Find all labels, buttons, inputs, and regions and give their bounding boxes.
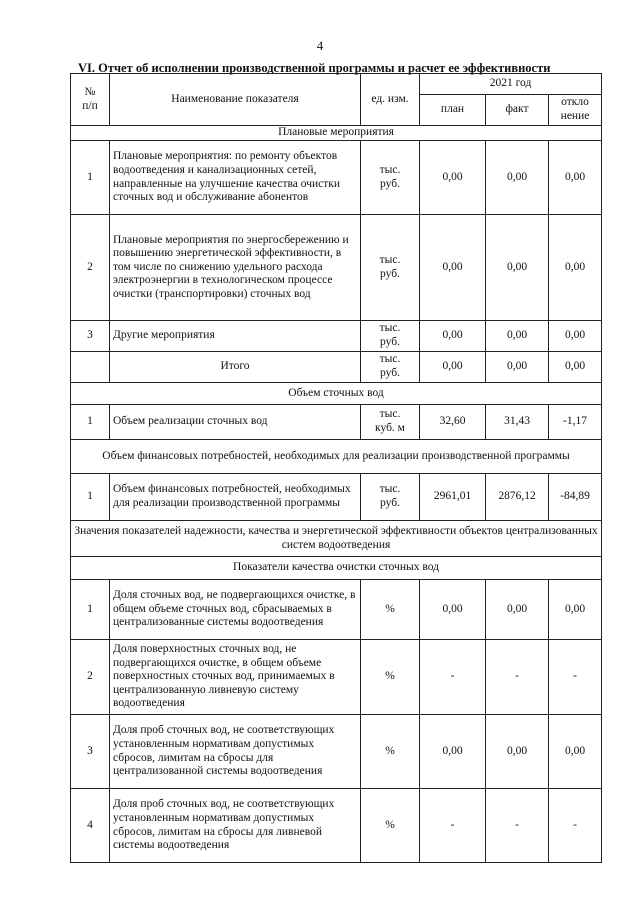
header-fact: факт	[486, 95, 549, 126]
section-title: Объем сточных вод	[71, 383, 602, 405]
row-fact: 2876,12	[486, 474, 549, 521]
header-year: 2021 год	[420, 74, 602, 95]
header-unit: ед. изм.	[361, 74, 420, 126]
row-num	[71, 352, 110, 383]
row-num: 1	[71, 580, 110, 640]
row-deviation: 0,00	[549, 352, 602, 383]
row-unit: %	[361, 715, 420, 789]
row-name: Итого	[110, 352, 361, 383]
row-unit: %	[361, 580, 420, 640]
row-num: 4	[71, 789, 110, 863]
row-num: 2	[71, 215, 110, 321]
table-row	[71, 141, 602, 215]
section-row	[71, 126, 602, 141]
row-deviation: 0,00	[549, 141, 602, 215]
page-heading: VI. Отчет об исполнении производственной программы и расчет ее эффективности	[78, 61, 551, 75]
section-title: Показатели качества очистки сточных вод	[71, 557, 602, 580]
row-name: Доля проб сточных вод, не соответствующих установленным нормативам допустимых сбросов, лимитам на сбросы для централизованной системы водоотведения	[110, 715, 361, 789]
row-unit: %	[361, 640, 420, 715]
row-plan: 0,00	[420, 141, 486, 215]
table-row	[71, 405, 602, 440]
row-num: 3	[71, 321, 110, 352]
row-num: 2	[71, 640, 110, 715]
row-name: Доля поверхностных сточных вод, не подвергающихся очистке, в общем объеме поверхностных сточных вод, принимаемых в централизованную ливневую систему водоотведения	[110, 640, 361, 715]
row-name: Объем финансовых потребностей, необходимых для реализации производственной программы	[110, 474, 361, 521]
row-deviation: 0,00	[549, 215, 602, 321]
row-num: 3	[71, 715, 110, 789]
row-name: Плановые мероприятия по энергосбережению и повышению энергетической эффективности, в том числе по снижению удельного расхода электроэнергии в технологическом процессе очистки (транспортировки) сточных вод	[110, 215, 361, 321]
row-plan: 0,00	[420, 715, 486, 789]
row-deviation: 0,00	[549, 580, 602, 640]
row-fact: 0,00	[486, 715, 549, 789]
row-fact: 0,00	[486, 352, 549, 383]
row-plan: 2961,01	[420, 474, 486, 521]
row-unit: тыс. руб.	[361, 215, 420, 321]
row-name: Доля сточных вод, не подвергающихся очистке, в общем объеме сточных вод, сбрасываемых в централизованные системы водоотведения	[110, 580, 361, 640]
report-table	[70, 73, 602, 863]
section-row	[71, 557, 602, 580]
row-num: 1	[71, 141, 110, 215]
row-plan: 32,60	[420, 405, 486, 440]
row-unit: тыс. руб.	[361, 352, 420, 383]
row-plan: -	[420, 789, 486, 863]
row-unit: тыс. руб.	[361, 321, 420, 352]
row-name: Объем реализации сточных вод	[110, 405, 361, 440]
section-row	[71, 521, 602, 557]
total-row	[71, 352, 602, 383]
row-plan: 0,00	[420, 215, 486, 321]
section-row	[71, 383, 602, 405]
row-deviation: -	[549, 789, 602, 863]
section-title: Значения показателей надежности, качества и энергетической эффективности объектов централизованных систем водоотведения	[71, 521, 602, 557]
row-num: 1	[71, 474, 110, 521]
row-fact: 0,00	[486, 141, 549, 215]
row-fact: 0,00	[486, 215, 549, 321]
section-row	[71, 440, 602, 474]
row-unit: %	[361, 789, 420, 863]
header-row	[71, 74, 602, 95]
section-title: Объем финансовых потребностей, необходимых для реализации производственной программы	[71, 440, 602, 474]
row-unit: тыс. руб.	[361, 141, 420, 215]
section-title: Плановые мероприятия	[71, 126, 602, 141]
row-num: 1	[71, 405, 110, 440]
row-unit: тыс. куб. м	[361, 405, 420, 440]
row-deviation: -	[549, 640, 602, 715]
header-plan: план	[420, 95, 486, 126]
row-fact: -	[486, 789, 549, 863]
row-plan: -	[420, 640, 486, 715]
row-unit: тыс. руб.	[361, 474, 420, 521]
row-fact: 31,43	[486, 405, 549, 440]
table-row	[71, 474, 602, 521]
row-deviation: 0,00	[549, 715, 602, 789]
row-name: Другие мероприятия	[110, 321, 361, 352]
row-fact: 0,00	[486, 580, 549, 640]
header-name: Наименование показателя	[110, 74, 361, 126]
row-plan: 0,00	[420, 352, 486, 383]
row-plan: 0,00	[420, 580, 486, 640]
row-fact: 0,00	[486, 321, 549, 352]
row-name: Доля проб сточных вод, не соответствующих установленным нормативам допустимых сбросов, лимитам на сбросы для ливневой системы водоотведения	[110, 789, 361, 863]
table-row	[71, 580, 602, 640]
row-deviation: 0,00	[549, 321, 602, 352]
row-fact: -	[486, 640, 549, 715]
table-row	[71, 640, 602, 715]
row-deviation: -84,89	[549, 474, 602, 521]
row-plan: 0,00	[420, 321, 486, 352]
header-num: № п/п	[71, 74, 110, 126]
row-name: Плановые мероприятия: по ремонту объектов водоотведения и канализационных сетей, направленные на улучшение качества очистки сточных вод и обслуживание абонентов	[110, 141, 361, 215]
table-row	[71, 215, 602, 321]
table-row	[71, 321, 602, 352]
table-row	[71, 715, 602, 789]
page-number: 4	[316, 38, 324, 53]
row-deviation: -1,17	[549, 405, 602, 440]
table-row	[71, 789, 602, 863]
header-deviation: откло нение	[549, 95, 602, 126]
